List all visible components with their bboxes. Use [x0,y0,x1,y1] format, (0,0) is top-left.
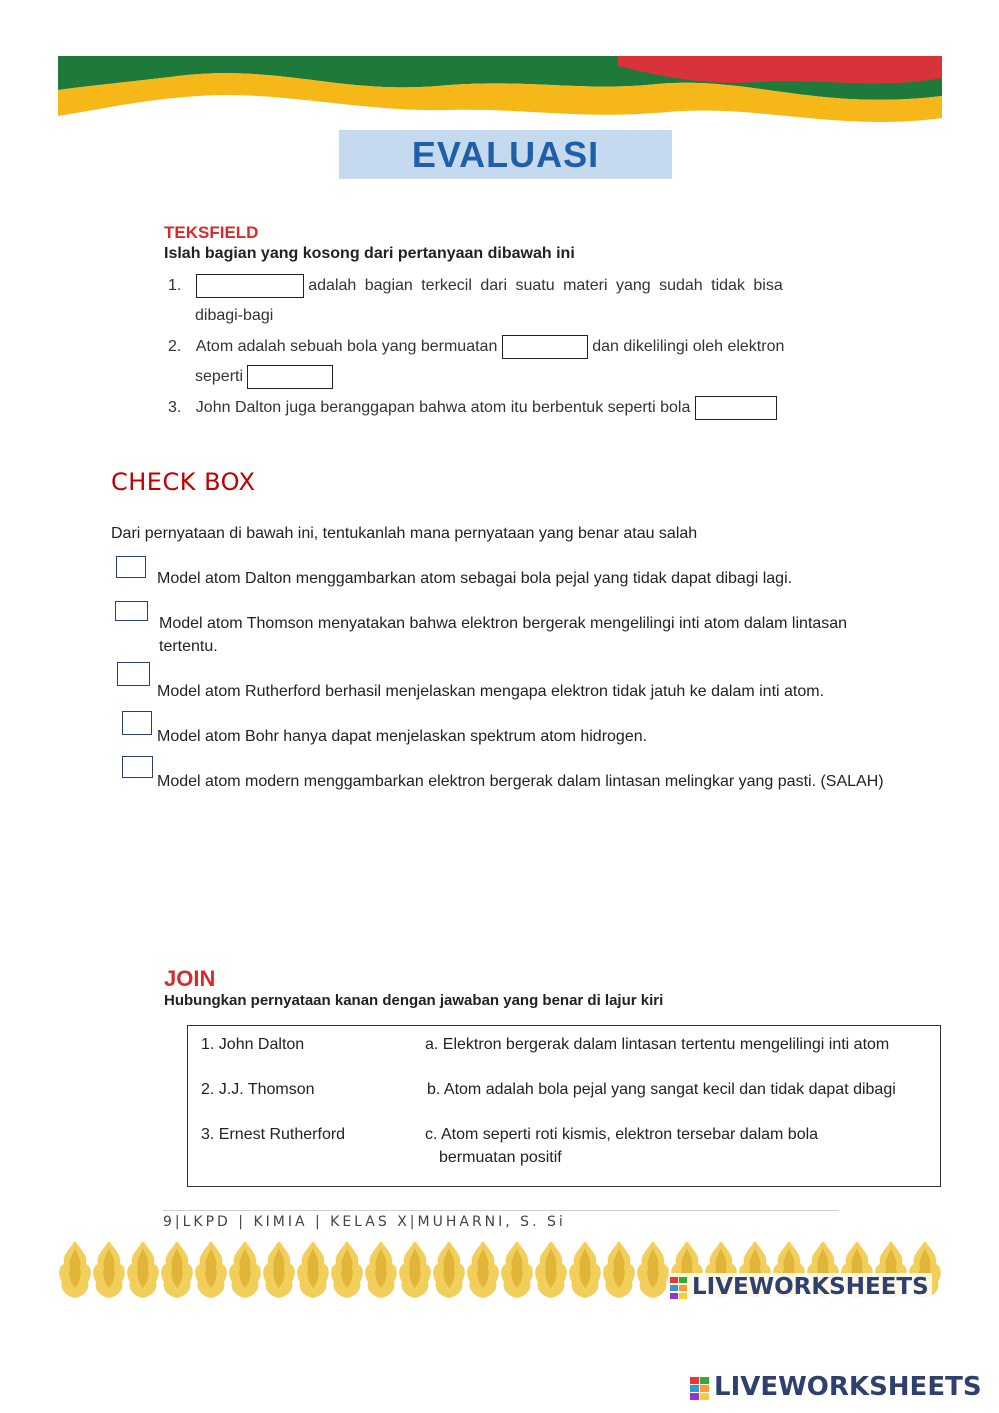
join-table [187,1025,941,1187]
lw-logo-icon-bottom [690,1377,710,1401]
title-banner [339,130,672,179]
join-right-c[interactable]: c. Atom seperti roti kismis, elektron tersebar dalam bola [425,1126,819,1143]
inner-logo-text: LIVEWORKSHEETS [692,1274,929,1300]
question-2-text-c: seperti [195,368,244,385]
statement-4: Model atom Bohr hanya dapat menjelaskan spektrum atom hidrogen. [157,728,648,745]
question-3-number: 3. [168,399,182,416]
join-instruction: Hubungkan pernyataan kanan dengan jawaban yang benar di lajur kiri [164,992,664,1009]
question-2-number: 2. [168,338,182,355]
answer-field-3[interactable] [247,365,333,389]
lw-logo-icon [670,1277,688,1299]
question-1-text: adalah bagian terkecil dari suatu materi yang sudah tidak bisa [308,277,783,294]
join-right-b[interactable]: b. Atom adalah bola pejal yang sangat kecil dan tidak dapat dibagi [427,1081,896,1098]
question-2-text-a: Atom adalah sebuah bola yang bermuatan [195,338,498,355]
question-3-text: John Dalton juga beranggapan bahwa atom itu berbentuk seperti bola [195,399,691,416]
statement-1: Model atom Dalton menggambarkan atom sebagai bola pejal yang tidak dapat dibagi lagi. [157,570,793,587]
teksfield-instruction: Islah bagian yang kosong dari pertanyaan dibawah ini [164,245,575,262]
statement-2: Model atom Thomson menyatakan bahwa elektron bergerak mengelilingi inti atom dalam lintasan [159,615,848,632]
question-3 [168,393,848,423]
checkbox-5[interactable] [122,756,153,778]
bottom-logo[interactable] [690,1372,990,1406]
question-1-number: 1. [168,277,182,294]
footer-text: 9|LKPD | KIMIA | KELAS X|MUHARNI, S. Si [163,1214,566,1230]
question-2-text-b: dan dikelilingi oleh elektron [592,338,785,355]
checkbox-3[interactable] [117,662,150,686]
question-1-continued: dibagi-bagi [195,307,274,324]
join-heading: JOIN [164,966,216,991]
answer-field-2[interactable] [502,335,588,359]
bottom-logo-text: LIVEWORKSHEETS [714,1372,982,1402]
statement-5: Model atom modern menggambarkan elektron bergerak dalam lintasan melingkar yang pasti. (SALAH) [157,773,884,790]
checkbox-heading: CHECK BOX [111,468,256,496]
answer-field-1[interactable] [196,274,304,298]
footer-divider [163,1210,839,1211]
checkbox-4[interactable] [122,711,152,735]
statement-3: Model atom Rutherford berhasil menjelaskan mengapa elektron tidak jatuh ke dalam inti atom. [157,683,825,700]
question-2 [168,332,848,362]
page-title: EVALUASI [411,134,600,175]
question-1 [168,271,838,301]
inner-logo [670,1273,932,1303]
question-2-continued [195,362,333,392]
checkbox-1[interactable] [116,556,146,578]
teksfield-heading: TEKSFIELD [164,223,259,242]
checkbox-intro: Dari pernyataan di bawah ini, tentukanlah mana pernyataan yang benar atau salah [111,525,698,542]
join-left-3[interactable]: 3. Ernest Rutherford [201,1126,346,1143]
checkbox-2[interactable] [115,601,148,621]
join-right-c-continued: bermuatan positif [439,1149,562,1166]
join-right-a[interactable]: a. Elektron bergerak dalam lintasan tertentu mengelilingi inti atom [425,1036,890,1053]
join-left-1[interactable]: 1. John Dalton [201,1036,305,1053]
join-left-2[interactable]: 2. J.J. Thomson [201,1081,315,1098]
statement-2-continued: tertentu. [159,638,218,655]
answer-field-4[interactable] [695,396,777,420]
